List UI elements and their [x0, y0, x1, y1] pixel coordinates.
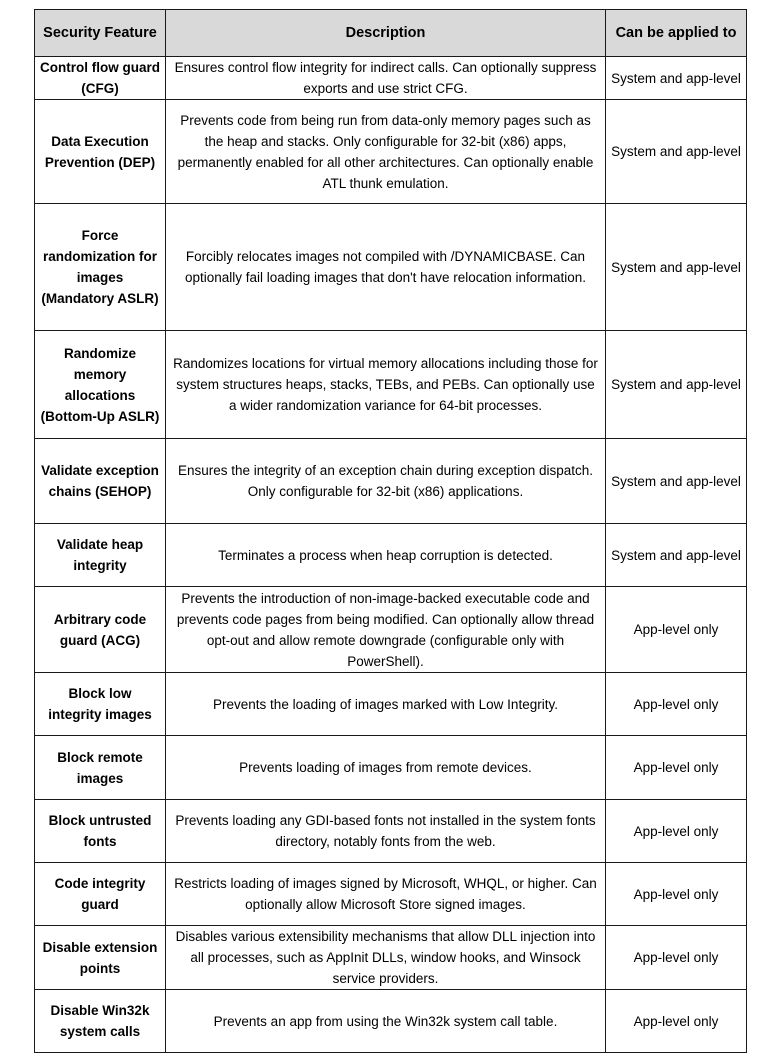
applied-cell: System and app-level	[606, 204, 747, 331]
feature-cell: Validate exception chains (SEHOP)	[35, 439, 166, 524]
table-row	[35, 800, 747, 863]
feature-cell: Force randomization for images (Mandatory ASLR)	[35, 204, 166, 331]
description-cell: Prevents loading any GDI-based fonts not installed in the system fonts directory, notably fonts from the web.	[166, 800, 606, 863]
header-description: Description	[166, 10, 606, 57]
description-cell: Ensures the integrity of an exception chain during exception dispatch. Only configurable for 32-bit (x86) applications.	[166, 439, 606, 524]
applied-cell: App-level only	[606, 673, 747, 736]
feature-cell: Randomize memory allocations (Bottom-Up ASLR)	[35, 331, 166, 439]
feature-cell: Code integrity guard	[35, 863, 166, 926]
feature-cell: Block low integrity images	[35, 673, 166, 736]
table-row	[35, 736, 747, 800]
table-row	[35, 439, 747, 524]
description-cell: Prevents the introduction of non-image-backed executable code and prevents code pages from being modified. Can optionally allow thread opt-out and allow remote downgrade (configurable only with PowerShell).	[166, 587, 606, 673]
feature-cell: Validate heap integrity	[35, 524, 166, 587]
applied-cell: App-level only	[606, 736, 747, 800]
description-cell: Prevents the loading of images marked with Low Integrity.	[166, 673, 606, 736]
description-cell: Terminates a process when heap corruption is detected.	[166, 524, 606, 587]
description-cell: Prevents an app from using the Win32k system call table.	[166, 990, 606, 1053]
table-row	[35, 100, 747, 204]
table-row	[35, 331, 747, 439]
header-security-feature: Security Feature	[35, 10, 166, 57]
table-row	[35, 926, 747, 990]
feature-cell: Block untrusted fonts	[35, 800, 166, 863]
applied-cell: System and app-level	[606, 57, 747, 100]
feature-cell: Arbitrary code guard (ACG)	[35, 587, 166, 673]
description-cell: Restricts loading of images signed by Microsoft, WHQL, or higher. Can optionally allow Microsoft Store signed images.	[166, 863, 606, 926]
applied-cell: App-level only	[606, 926, 747, 990]
description-cell: Ensures control flow integrity for indirect calls. Can optionally suppress exports and use strict CFG.	[166, 57, 606, 100]
feature-cell: Block remote images	[35, 736, 166, 800]
table-row	[35, 673, 747, 736]
header-can-be-applied-to: Can be applied to	[606, 10, 747, 57]
table-row	[35, 990, 747, 1053]
applied-cell: System and app-level	[606, 331, 747, 439]
feature-cell: Disable extension points	[35, 926, 166, 990]
applied-cell: System and app-level	[606, 524, 747, 587]
description-cell: Prevents code from being run from data-only memory pages such as the heap and stacks. Only configurable for 32-bit (x86) apps, permanently enabled for all other architectures. Can optionally enable ATL thunk emulation.	[166, 100, 606, 204]
table-row	[35, 863, 747, 926]
header-row	[35, 10, 747, 57]
description-cell: Prevents loading of images from remote devices.	[166, 736, 606, 800]
applied-cell: App-level only	[606, 800, 747, 863]
table-row	[35, 204, 747, 331]
description-cell: Disables various extensibility mechanisms that allow DLL injection into all processes, such as AppInit DLLs, window hooks, and Winsock service providers.	[166, 926, 606, 990]
table-row	[35, 587, 747, 673]
description-cell: Randomizes locations for virtual memory allocations including those for system structures heaps, stacks, TEBs, and PEBs. Can optionally use a wider randomization variance for 64-bit processes.	[166, 331, 606, 439]
applied-cell: System and app-level	[606, 439, 747, 524]
description-cell: Forcibly relocates images not compiled with /DYNAMICBASE. Can optionally fail loading images that don't have relocation information.	[166, 204, 606, 331]
applied-cell: App-level only	[606, 863, 747, 926]
security-features-table	[34, 9, 747, 1053]
applied-cell: App-level only	[606, 587, 747, 673]
feature-cell: Disable Win32k system calls	[35, 990, 166, 1053]
feature-cell: Control flow guard (CFG)	[35, 57, 166, 100]
applied-cell: System and app-level	[606, 100, 747, 204]
feature-cell: Data Execution Prevention (DEP)	[35, 100, 166, 204]
applied-cell: App-level only	[606, 990, 747, 1053]
table-row	[35, 524, 747, 587]
table-row	[35, 57, 747, 100]
